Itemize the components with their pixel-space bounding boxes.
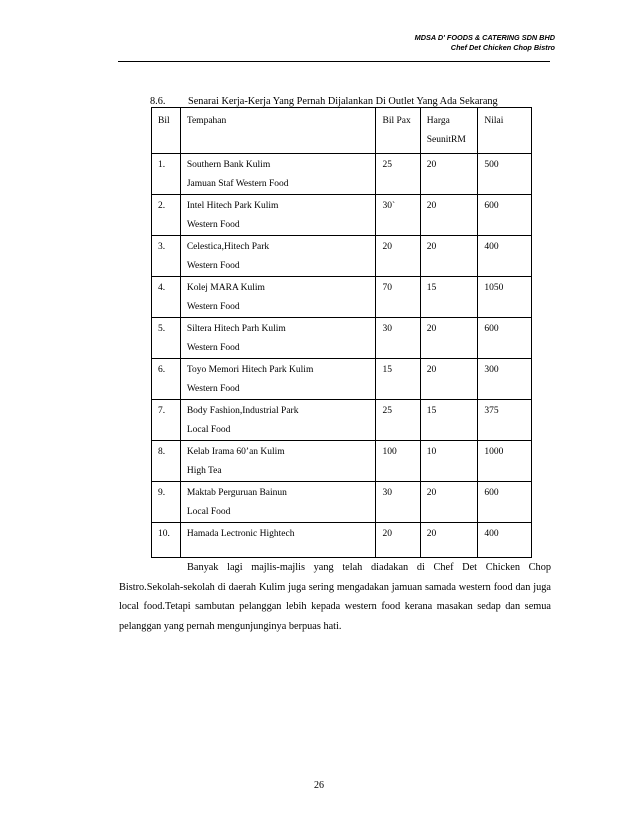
cell-pax: 30 bbox=[376, 482, 420, 523]
cell-bil: 6. bbox=[152, 359, 181, 400]
cell-harga: 15 bbox=[420, 400, 478, 441]
cell-tempahan bbox=[180, 482, 376, 523]
table-row bbox=[152, 400, 532, 441]
cell-harga: 20 bbox=[420, 523, 478, 558]
cell-type: Western Food bbox=[186, 343, 240, 353]
paragraph-text: Banyak lagi majlis-majlis yang telah diadakan di Chef Det Chicken Chop Bistro.Sekolah-sekolah di daerah Kulim juga sering mengadakan jamuan samada western food dan juga local food.Tetapi sambutan pelanggan lebih kepada western food kerana masakan sedap dan semua pelanggan yang pernah mengunjunginya berpuas hati. bbox=[119, 562, 551, 632]
table-row bbox=[152, 482, 532, 523]
cell-nilai: 300 bbox=[478, 359, 532, 400]
header-bil: Bil bbox=[152, 108, 181, 154]
cell-nilai: 1000 bbox=[478, 441, 532, 482]
cell-type: Western Food bbox=[186, 261, 240, 271]
cell-pax: 30` bbox=[376, 195, 420, 236]
cell-tempahan bbox=[180, 441, 376, 482]
page-header bbox=[415, 33, 555, 53]
cell-client: Kolej MARA Kulim bbox=[186, 283, 265, 293]
cell-tempahan bbox=[180, 277, 376, 318]
cell-type: Western Food bbox=[186, 302, 240, 312]
cell-client: Hamada Lectronic Hightech bbox=[186, 529, 295, 539]
table-row bbox=[152, 318, 532, 359]
cell-nilai: 400 bbox=[478, 236, 532, 277]
cell-type: Jamuan Staf Western Food bbox=[186, 179, 289, 189]
cell-nilai: 600 bbox=[478, 318, 532, 359]
cell-nilai: 1050 bbox=[478, 277, 532, 318]
cell-bil: 8. bbox=[152, 441, 181, 482]
cell-bil: 4. bbox=[152, 277, 181, 318]
table-row bbox=[152, 236, 532, 277]
cell-tempahan bbox=[180, 236, 376, 277]
cell-client: Maktab Perguruan Bainun bbox=[186, 488, 287, 498]
cell-pax: 15 bbox=[376, 359, 420, 400]
cell-nilai: 500 bbox=[478, 154, 532, 195]
works-table bbox=[151, 107, 532, 558]
cell-pax: 100 bbox=[376, 441, 420, 482]
cell-tempahan bbox=[180, 400, 376, 441]
cell-tempahan bbox=[180, 318, 376, 359]
cell-pax: 25 bbox=[376, 400, 420, 441]
cell-harga: 20 bbox=[420, 318, 478, 359]
table-row bbox=[152, 359, 532, 400]
cell-pax: 25 bbox=[376, 154, 420, 195]
cell-type: Local Food bbox=[186, 425, 231, 435]
cell-harga: 20 bbox=[420, 154, 478, 195]
section-title: Senarai Kerja-Kerja Yang Pernah Dijalankan Di Outlet Yang Ada Sekarang bbox=[188, 96, 498, 107]
cell-harga: 20 bbox=[420, 195, 478, 236]
header-harga-line2: SeunitRM bbox=[426, 135, 466, 145]
table-row bbox=[152, 154, 532, 195]
cell-client: Kelab Irama 60’an Kulim bbox=[186, 447, 285, 457]
cell-harga: 20 bbox=[420, 236, 478, 277]
cell-client: Body Fashion,Industrial Park bbox=[186, 406, 299, 416]
header-outlet: Chef Det Chicken Chop Bistro bbox=[450, 43, 555, 52]
cell-pax: 30 bbox=[376, 318, 420, 359]
cell-tempahan bbox=[180, 154, 376, 195]
cell-bil: 10. bbox=[152, 523, 181, 558]
cell-client: Toyo Memori Hitech Park Kulim bbox=[186, 365, 314, 375]
cell-bil: 5. bbox=[152, 318, 181, 359]
section-number: 8.6. bbox=[150, 96, 166, 107]
cell-nilai: 600 bbox=[478, 482, 532, 523]
header-pax: Bil Pax bbox=[376, 108, 420, 154]
cell-tempahan bbox=[180, 195, 376, 236]
cell-pax: 70 bbox=[376, 277, 420, 318]
cell-type: Local Food bbox=[186, 507, 231, 517]
cell-client: Southern Bank Kulim bbox=[186, 160, 271, 170]
header-company: MDSA D' FOODS & CATERING SDN BHD bbox=[414, 33, 555, 42]
cell-bil: 7. bbox=[152, 400, 181, 441]
cell-type: Western Food bbox=[186, 384, 240, 394]
table-row bbox=[152, 277, 532, 318]
cell-tempahan bbox=[180, 359, 376, 400]
table-row bbox=[152, 441, 532, 482]
table-header-row bbox=[152, 108, 532, 154]
header-nilai: Nilai bbox=[478, 108, 532, 154]
cell-bil: 9. bbox=[152, 482, 181, 523]
body-paragraph bbox=[119, 558, 551, 636]
page-number: 26 bbox=[314, 780, 324, 791]
cell-client: Intel Hitech Park Kulim bbox=[186, 201, 279, 211]
cell-type: High Tea bbox=[186, 466, 222, 476]
cell-bil: 2. bbox=[152, 195, 181, 236]
header-harga-line1: Harga bbox=[426, 116, 450, 126]
cell-client: Celestica,Hitech Park bbox=[186, 242, 270, 252]
cell-nilai: 600 bbox=[478, 195, 532, 236]
cell-bil: 1. bbox=[152, 154, 181, 195]
header-harga bbox=[420, 108, 478, 154]
section-heading bbox=[150, 96, 498, 107]
cell-tempahan bbox=[180, 523, 376, 558]
table-row bbox=[152, 523, 532, 558]
cell-harga: 10 bbox=[420, 441, 478, 482]
cell-harga: 20 bbox=[420, 482, 478, 523]
table-row bbox=[152, 195, 532, 236]
cell-nilai: 375 bbox=[478, 400, 532, 441]
header-tempahan: Tempahan bbox=[180, 108, 376, 154]
cell-client: Siltera Hitech Parh Kulim bbox=[186, 324, 286, 334]
cell-harga: 15 bbox=[420, 277, 478, 318]
cell-harga: 20 bbox=[420, 359, 478, 400]
cell-pax: 20 bbox=[376, 523, 420, 558]
cell-pax: 20 bbox=[376, 236, 420, 277]
cell-nilai: 400 bbox=[478, 523, 532, 558]
header-rule bbox=[118, 61, 550, 62]
cell-type: Western Food bbox=[186, 220, 240, 230]
cell-bil: 3. bbox=[152, 236, 181, 277]
